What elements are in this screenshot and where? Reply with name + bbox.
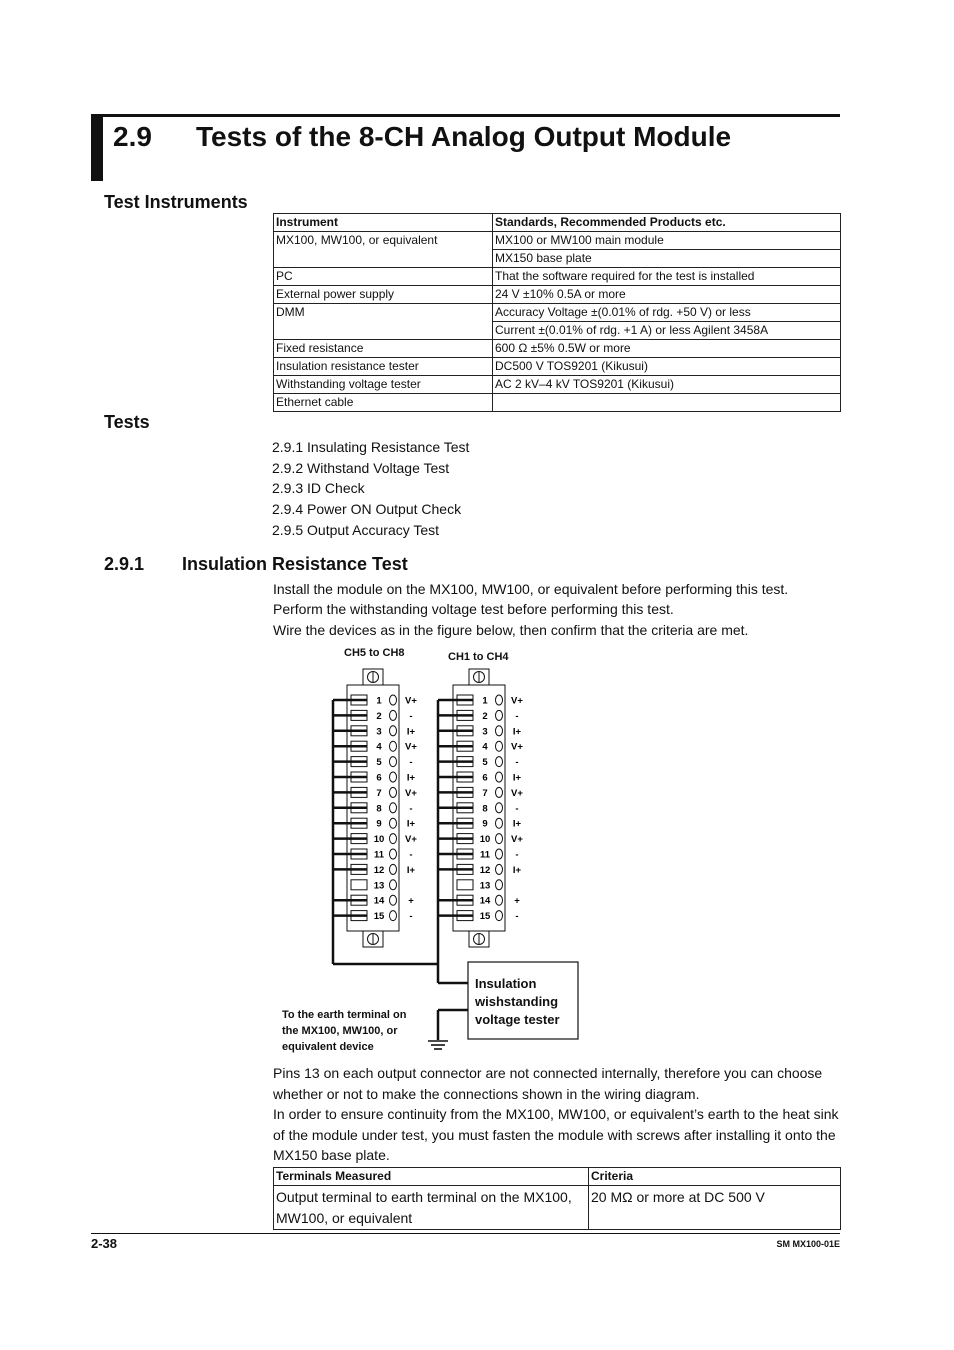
standard-cell: MX100 or MW100 main module xyxy=(493,232,841,250)
pin-signal: I+ xyxy=(512,818,522,830)
test-list-item: 2.9.3 ID Check xyxy=(272,480,365,497)
terminal-block-ch5-ch8 xyxy=(333,669,417,947)
instruments-row xyxy=(274,232,841,250)
instrument-cell: External power supply xyxy=(274,286,493,304)
test-list-item: 2.9.5 Output Accuracy Test xyxy=(272,521,440,538)
pin-signal: V+ xyxy=(405,787,417,799)
test-list-item: 2.9.1 Insulating Resistance Test xyxy=(272,439,470,455)
pin-signal: - xyxy=(409,757,413,769)
instruments-table xyxy=(273,213,841,412)
test-list-item: 2.9.4 Power ON Output Check xyxy=(272,501,462,518)
pin-number: 4 xyxy=(376,741,382,753)
terminal-pin xyxy=(438,864,522,876)
pin-number: 7 xyxy=(376,787,382,799)
instruments-header-instrument: Instrument xyxy=(274,214,493,232)
pin-number: 6 xyxy=(482,772,488,784)
pin-number: 14 xyxy=(479,895,491,907)
pin-signal: V+ xyxy=(405,834,417,846)
pin-number: 13 xyxy=(479,880,491,892)
pin-number: 15 xyxy=(479,911,491,923)
criteria-header-terminals: Terminals Measured xyxy=(274,1168,589,1186)
pin-number: 3 xyxy=(482,726,488,738)
pin-signal: V+ xyxy=(511,695,523,707)
pin-signal: I+ xyxy=(406,726,416,738)
pin-signal: V+ xyxy=(511,787,523,799)
pin-signal: - xyxy=(409,849,413,861)
pin-number: 1 xyxy=(376,695,382,707)
pin-number: 9 xyxy=(376,818,382,830)
tests-list xyxy=(272,437,469,541)
pin-signal: I+ xyxy=(512,726,522,738)
instrument-cell: Fixed resistance xyxy=(274,340,493,358)
document-id: SM MX100-01E xyxy=(776,1239,840,1249)
terminal-pin xyxy=(333,864,416,876)
pin-signal: I+ xyxy=(406,772,416,784)
pin-number: 4 xyxy=(482,741,488,753)
pin-number: 13 xyxy=(373,880,385,892)
note-pin13: Pins 13 on each output connector are not connected internally, therefore you can choose whether or not to make the connections shown in the wiring diagram. xyxy=(273,1065,823,1102)
pin-number: 10 xyxy=(373,834,385,846)
standard-cell: Current ±(0.01% of rdg. +1 A) or less Agilent 3458A xyxy=(493,322,841,340)
standard-cell: MX150 base plate xyxy=(493,250,841,268)
pin-signal: - xyxy=(515,757,519,769)
instrument-cell: DMM xyxy=(274,304,493,340)
page-number: 2-38 xyxy=(91,1236,118,1251)
pin-signal: - xyxy=(515,849,519,861)
instruments-row xyxy=(274,286,841,304)
instruments-row xyxy=(274,304,841,322)
pin-number: 3 xyxy=(376,726,382,738)
pin-number: 14 xyxy=(373,895,385,907)
tester-label-1: Insulation xyxy=(475,976,537,991)
pin-number: 6 xyxy=(376,772,382,784)
tester-label-3: voltage tester xyxy=(475,1012,560,1027)
subsection-number: 2.9.1 xyxy=(104,554,145,574)
pin-signal: I+ xyxy=(512,864,522,876)
pin-signal: - xyxy=(409,710,413,722)
instrument-cell: MX100, MW100, or equivalent xyxy=(274,232,493,268)
tests-heading: Tests xyxy=(104,412,150,432)
terminal-pin xyxy=(333,911,413,923)
pin-number: 11 xyxy=(373,849,385,861)
pin-number: 1 xyxy=(482,695,488,707)
pin-signal: - xyxy=(409,911,413,923)
instrument-cell: Insulation resistance tester xyxy=(274,358,493,376)
standard-cell: That the software required for the test is installed xyxy=(493,268,841,286)
note-continuity: In order to ensure continuity from the MX100, MW100, or equivalent’s earth to the heat sink of the module under test, you must fasten the module with screws after installing it onto the MX150 base plate. xyxy=(273,1106,839,1164)
instruments-row xyxy=(274,340,841,358)
pin-number: 2 xyxy=(376,710,382,722)
pin-signal: I+ xyxy=(406,818,416,830)
pin-number: 8 xyxy=(376,803,382,815)
ch5-ch8-label: CH5 to CH8 xyxy=(344,647,405,659)
criteria-cell-criteria: 20 MΩ or more at DC 500 V xyxy=(589,1186,841,1230)
test-instruments-heading: Test Instruments xyxy=(104,192,248,212)
criteria-table xyxy=(273,1167,841,1230)
section-title-text: Tests of the 8-CH Analog Output Module xyxy=(196,121,732,152)
instruments-row xyxy=(274,376,841,394)
earth-label-3: equivalent device xyxy=(282,1041,374,1053)
test-list-item: 2.9.2 Withstand Voltage Test xyxy=(272,459,450,476)
footer-rule xyxy=(91,1233,840,1234)
pin-number: 10 xyxy=(479,834,491,846)
pin-number: 11 xyxy=(479,849,491,861)
pin-signal: V+ xyxy=(511,834,523,846)
terminal-pin xyxy=(333,895,414,907)
terminal-pin xyxy=(333,834,417,846)
pin-signal: - xyxy=(515,911,519,923)
pin-signal: V+ xyxy=(405,741,417,753)
section-side-bar xyxy=(91,115,103,181)
pin-signal: V+ xyxy=(405,695,417,707)
criteria-header-criteria: Criteria xyxy=(589,1168,841,1186)
section-number: 2.9 xyxy=(113,121,152,152)
instrument-cell: Ethernet cable xyxy=(274,394,493,412)
pin-signal: - xyxy=(515,803,519,815)
standard-cell: 600 Ω ±5% 0.5W or more xyxy=(493,340,841,358)
instruments-row xyxy=(274,394,841,412)
standard-cell: AC 2 kV–4 kV TOS9201 (Kikusui) xyxy=(493,376,841,394)
pin-signal: + xyxy=(514,895,520,907)
instruments-header-standards: Standards, Recommended Products etc. xyxy=(493,214,841,232)
pin-number: 12 xyxy=(373,864,385,876)
pin-number: 5 xyxy=(376,757,382,769)
section-title xyxy=(113,121,731,153)
earth-label-2: the MX100, MW100, or xyxy=(282,1025,398,1037)
pin-signal: + xyxy=(408,895,414,907)
standard-cell xyxy=(493,394,841,412)
terminal-pin xyxy=(438,895,520,907)
subsection-title-text: Insulation Resistance Test xyxy=(182,554,408,574)
terminal-pin xyxy=(438,834,523,846)
pin-signal: I+ xyxy=(512,772,522,784)
terminal-block-ch1-ch4 xyxy=(438,669,523,947)
instrument-cell: Withstanding voltage tester xyxy=(274,376,493,394)
pin-signal: - xyxy=(515,710,519,722)
pin-signal: V+ xyxy=(511,741,523,753)
intro-line-1: Install the module on the MX100, MW100, or equivalent before performing this test. xyxy=(273,581,789,597)
standard-cell: Accuracy Voltage ±(0.01% of rdg. +50 V) or less xyxy=(493,304,841,322)
instrument-cell: PC xyxy=(274,268,493,286)
standard-cell: 24 V ±10% 0.5A or more xyxy=(493,286,841,304)
intro-line-2: Perform the withstanding voltage test before performing this test. xyxy=(273,601,674,617)
criteria-cell-terminals: Output terminal to earth terminal on the MX100, MW100, or equivalent xyxy=(274,1186,589,1230)
instruments-row xyxy=(274,358,841,376)
pin-number: 2 xyxy=(482,710,488,722)
instruments-row xyxy=(274,268,841,286)
pin-number: 5 xyxy=(482,757,488,769)
pin-number: 9 xyxy=(482,818,488,830)
pin-number: 7 xyxy=(482,787,488,799)
subsection-title xyxy=(104,554,408,575)
ch1-ch4-label: CH1 to CH4 xyxy=(448,651,509,663)
pin-number: 12 xyxy=(479,864,491,876)
pin-signal: I+ xyxy=(406,864,416,876)
pin-number: 8 xyxy=(482,803,488,815)
wiring-diagram xyxy=(270,640,590,1060)
section-top-rule xyxy=(91,114,840,117)
pin-number: 15 xyxy=(373,911,385,923)
standard-cell: DC500 V TOS9201 (Kikusui) xyxy=(493,358,841,376)
intro-line-3: Wire the devices as in the figure below, then confirm that the criteria are met. xyxy=(273,622,749,638)
pin-signal: - xyxy=(409,803,413,815)
tester-label-2: wishstanding xyxy=(475,994,559,1009)
earth-label-1: To the earth terminal on xyxy=(282,1009,407,1021)
instruments-header-row xyxy=(274,214,841,232)
